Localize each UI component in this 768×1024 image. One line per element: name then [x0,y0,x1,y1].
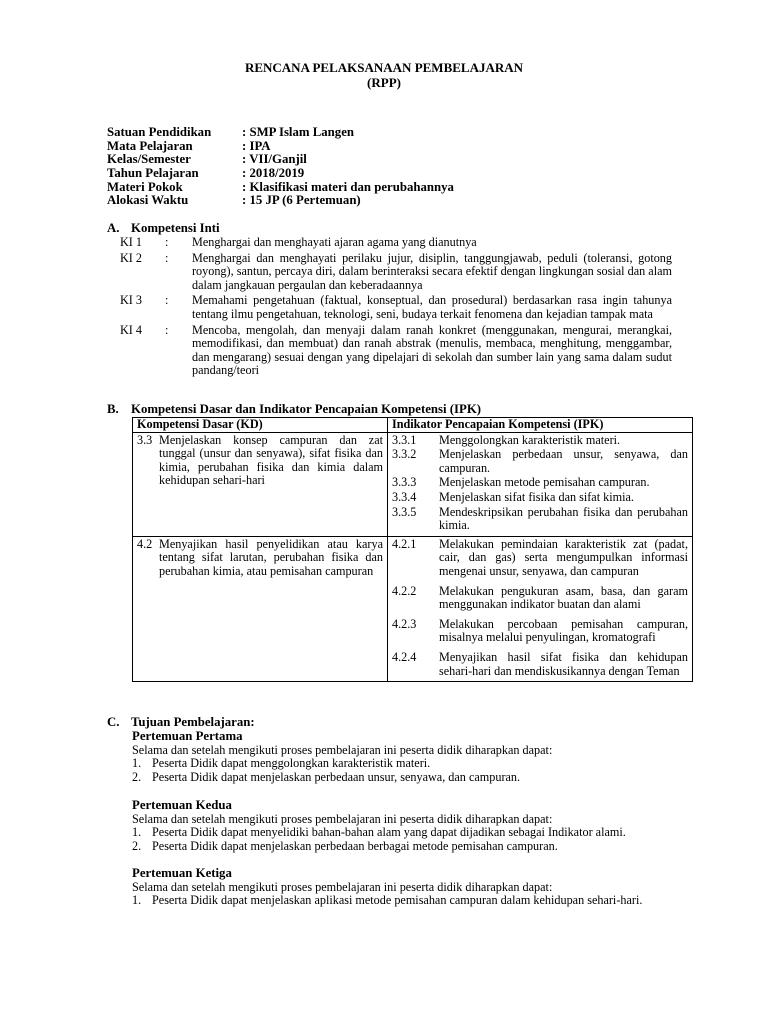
section-c-heading [107,716,255,730]
ipk-text: Melakukan percobaan pemisahan campuran, misalnya melalui penyulingan, kromatografi [439,616,688,645]
ki-item [120,252,672,293]
ipk-item [392,538,688,579]
ipk-number: 4.2.2 [392,583,417,598]
meeting-title: Pertemuan Pertama [132,729,243,743]
ipk-item [392,476,688,490]
identity-label: Materi Pokok [107,179,183,194]
kd-text: Menjelaskan konsep campuran dan zat tunggal (unsur dan senyawa), sifat fisika dan kimia, perubahan fisika dan kimia dalam kehidupan sehari-hari [159,432,383,488]
identity-row [107,181,454,195]
ipk-number: 3.3.4 [392,489,417,504]
list-text: Peserta Didik dapat menyelidiki bahan-bahan alam yang dapat dijadikan sebagai Indikator alami. [152,825,626,840]
identity-value: : Klasifikasi materi dan perubahannya [242,179,454,194]
ipk-item [392,651,688,678]
ipk-text: Menjelaskan perbedaan unsur, senyawa, dan campuran. [439,447,688,475]
list-text: Peserta Didik dapat menjelaskan perbedaan berbagai metode pemisahan campuran. [152,838,558,853]
ipk-column-header: Indikator Pencapaian Kompetensi (IPK) [388,418,693,433]
identity-value: : 2018/2019 [242,166,305,181]
document-title: RENCANA PELAKSANAAN PEMBELAJARAN [244,60,524,75]
identity-label: Tahun Pelajaran [107,166,199,181]
ipk-number: 4.2.4 [392,649,417,664]
ipk-item [392,448,688,475]
meeting-title: Pertemuan Ketiga [132,866,232,880]
identity-value: : SMP Islam Langen [242,125,354,139]
meeting-2 [132,799,692,853]
ipk-text: Mendeskripsikan perubahan fisika dan perubahan kimia. [439,504,688,533]
meeting-intro: Selama dan setelah mengikuti proses pembelajaran ini peserta didik diharapkan dapat: [132,879,553,894]
ipk-item [392,618,688,645]
ki-code: KI 4 [120,322,143,337]
ki-text: Memahami pengetahuan (faktual, konseptual, dan prosedural) berdasarkan rasa ingin tahunya tentang ilmu pengetahuan, teknologi, seni, budaya terkait fenomena dan kejadian tampak mata [192,293,672,321]
identity-value: : 15 JP (6 Pertemuan) [242,193,361,208]
ki-separator: : [165,250,169,265]
ipk-text: Melakukan pengukuran asam, basa, dan garam menggunakan indikator buatan dan alami [439,583,688,612]
identity-row [107,126,454,140]
list-item [132,771,692,785]
ki-list [120,236,672,380]
meeting-title: Pertemuan Kedua [132,798,232,812]
list-number: 1. [132,756,142,771]
identity-block [107,126,454,208]
list-item [132,840,692,854]
list-number: 1. [132,893,142,908]
kd-number: 4.2 [137,536,153,551]
ipk-text: Menjelaskan metode pemisahan campuran. [439,475,650,490]
ipk-text: Menyajikan hasil sifat fisika dan kehidupan sehari-hari dan mendiskusikannya dengan Teman [439,649,688,678]
ipk-item [392,434,688,448]
ki-item [120,324,672,378]
ipk-text: Melakukan pemindaian karakteristik zat (padat, cair, dan gas) serta mengumpulkan informasi mengenai unsur, senyawa, dan campuran [439,536,688,578]
ki-item [120,294,672,321]
section-a-heading [107,222,220,236]
list-text: Peserta Didik dapat menjelaskan perbedaan unsur, senyawa, dan campuran. [152,769,521,784]
meeting-1 [132,730,692,784]
section-a-letter: A. [107,221,120,235]
identity-row [107,167,454,181]
identity-label: Mata Pelajaran [107,138,193,153]
ki-separator: : [165,235,169,249]
list-text: Peserta Didik dapat menjelaskan aplikasi metode pemisahan campuran dalam kehidupan sehari-hari. [152,893,643,908]
meeting-intro: Selama dan setelah mengikuti proses pembelajaran ini peserta didik diharapkan dapat: [132,742,553,757]
list-item [132,757,692,771]
list-text: Peserta Didik dapat menggolongkan karakteristik materi. [152,756,431,771]
table-row [133,536,693,681]
identity-row [107,140,454,154]
document-subtitle: (RPP) [367,75,401,90]
ki-separator: : [165,322,169,337]
ki-item [120,236,672,250]
identity-value: : VII/Ganjil [242,152,307,167]
ipk-number: 3.3.5 [392,504,417,519]
list-number: 2. [132,769,142,784]
table-row [133,432,693,536]
section-b-heading [107,403,481,417]
kd-text: Menyajikan hasil penyelidikan atau karya tentang sifat larutan, perubahan fisika dan perubahan kimia, atau pemisahan campuran [159,536,383,578]
section-a-title: Kompetensi Inti [131,221,220,235]
list-item [132,894,692,908]
kd-number: 3.3 [137,432,153,447]
ki-code: KI 3 [120,293,143,308]
identity-label: Kelas/Semester [107,152,191,167]
list-number: 2. [132,838,142,853]
kd-cell [133,536,388,681]
identity-row [107,194,454,208]
identity-label: Satuan Pendidikan [107,125,212,139]
section-b-title: Kompetensi Dasar dan Indikator Pencapaian Kompetensi (IPK) [131,402,482,416]
kd-column-header: Kompetensi Dasar (KD) [133,418,388,433]
ki-text: Mencoba, mengolah, dan menyaji dalam ranah konkret (menggunakan, mengurai, merangkai, memodifikasi, dan membuat) dan ranah abstrak (menulis, membaca, menghitung, menggambar, dan mengarang) sesuai dengan yang dipelajari di sekolah dan sumber lain yang sama dalam sudut pandang/teori [192,322,672,378]
ipk-text: Menjelaskan sifat fisika dan sifat kimia. [439,489,634,504]
ki-code: KI 2 [120,250,143,265]
kd-ipk-table [132,417,693,682]
ki-text: Menghargai dan menghayati perilaku jujur, disiplin, tanggungjawab, peduli (toleransi, gotong royong), santun, percaya diri, dalam berinteraksi secara efektif dengan lingkungan sosial dan alam dalam jangkauan pergaulan dan keberadaannya [192,250,672,292]
meeting-intro: Selama dan setelah mengikuti proses pembelajaran ini peserta didik diharapkan dapat: [132,811,553,826]
ipk-text: Menggolongkan karakteristik materi. [439,432,621,447]
meeting-3 [132,867,692,908]
section-c-title: Tujuan Pembelajaran: [131,715,255,729]
section-b-letter: B. [107,402,119,416]
ipk-number: 3.3.1 [392,432,417,447]
list-item [132,826,692,840]
table-header-row [133,418,693,433]
kd-cell [133,432,388,536]
ipk-number: 3.3.3 [392,475,417,490]
ipk-number: 4.2.1 [392,536,417,551]
identity-value: : IPA [242,138,271,153]
section-c-letter: C. [107,715,120,729]
ipk-cell [388,536,693,681]
ipk-item [392,585,688,612]
ipk-cell [388,432,693,536]
ki-code: KI 1 [120,235,143,249]
identity-row [107,153,454,167]
ipk-item [392,506,688,533]
ki-separator: : [165,293,169,308]
ipk-number: 4.2.3 [392,616,417,631]
identity-label: Alokasi Waktu [107,193,189,208]
ki-text: Menghargai dan menghayati ajaran agama yang dianutnya [192,235,477,249]
ipk-item [392,491,688,505]
list-number: 1. [132,825,142,840]
ipk-number: 3.3.2 [392,447,417,462]
